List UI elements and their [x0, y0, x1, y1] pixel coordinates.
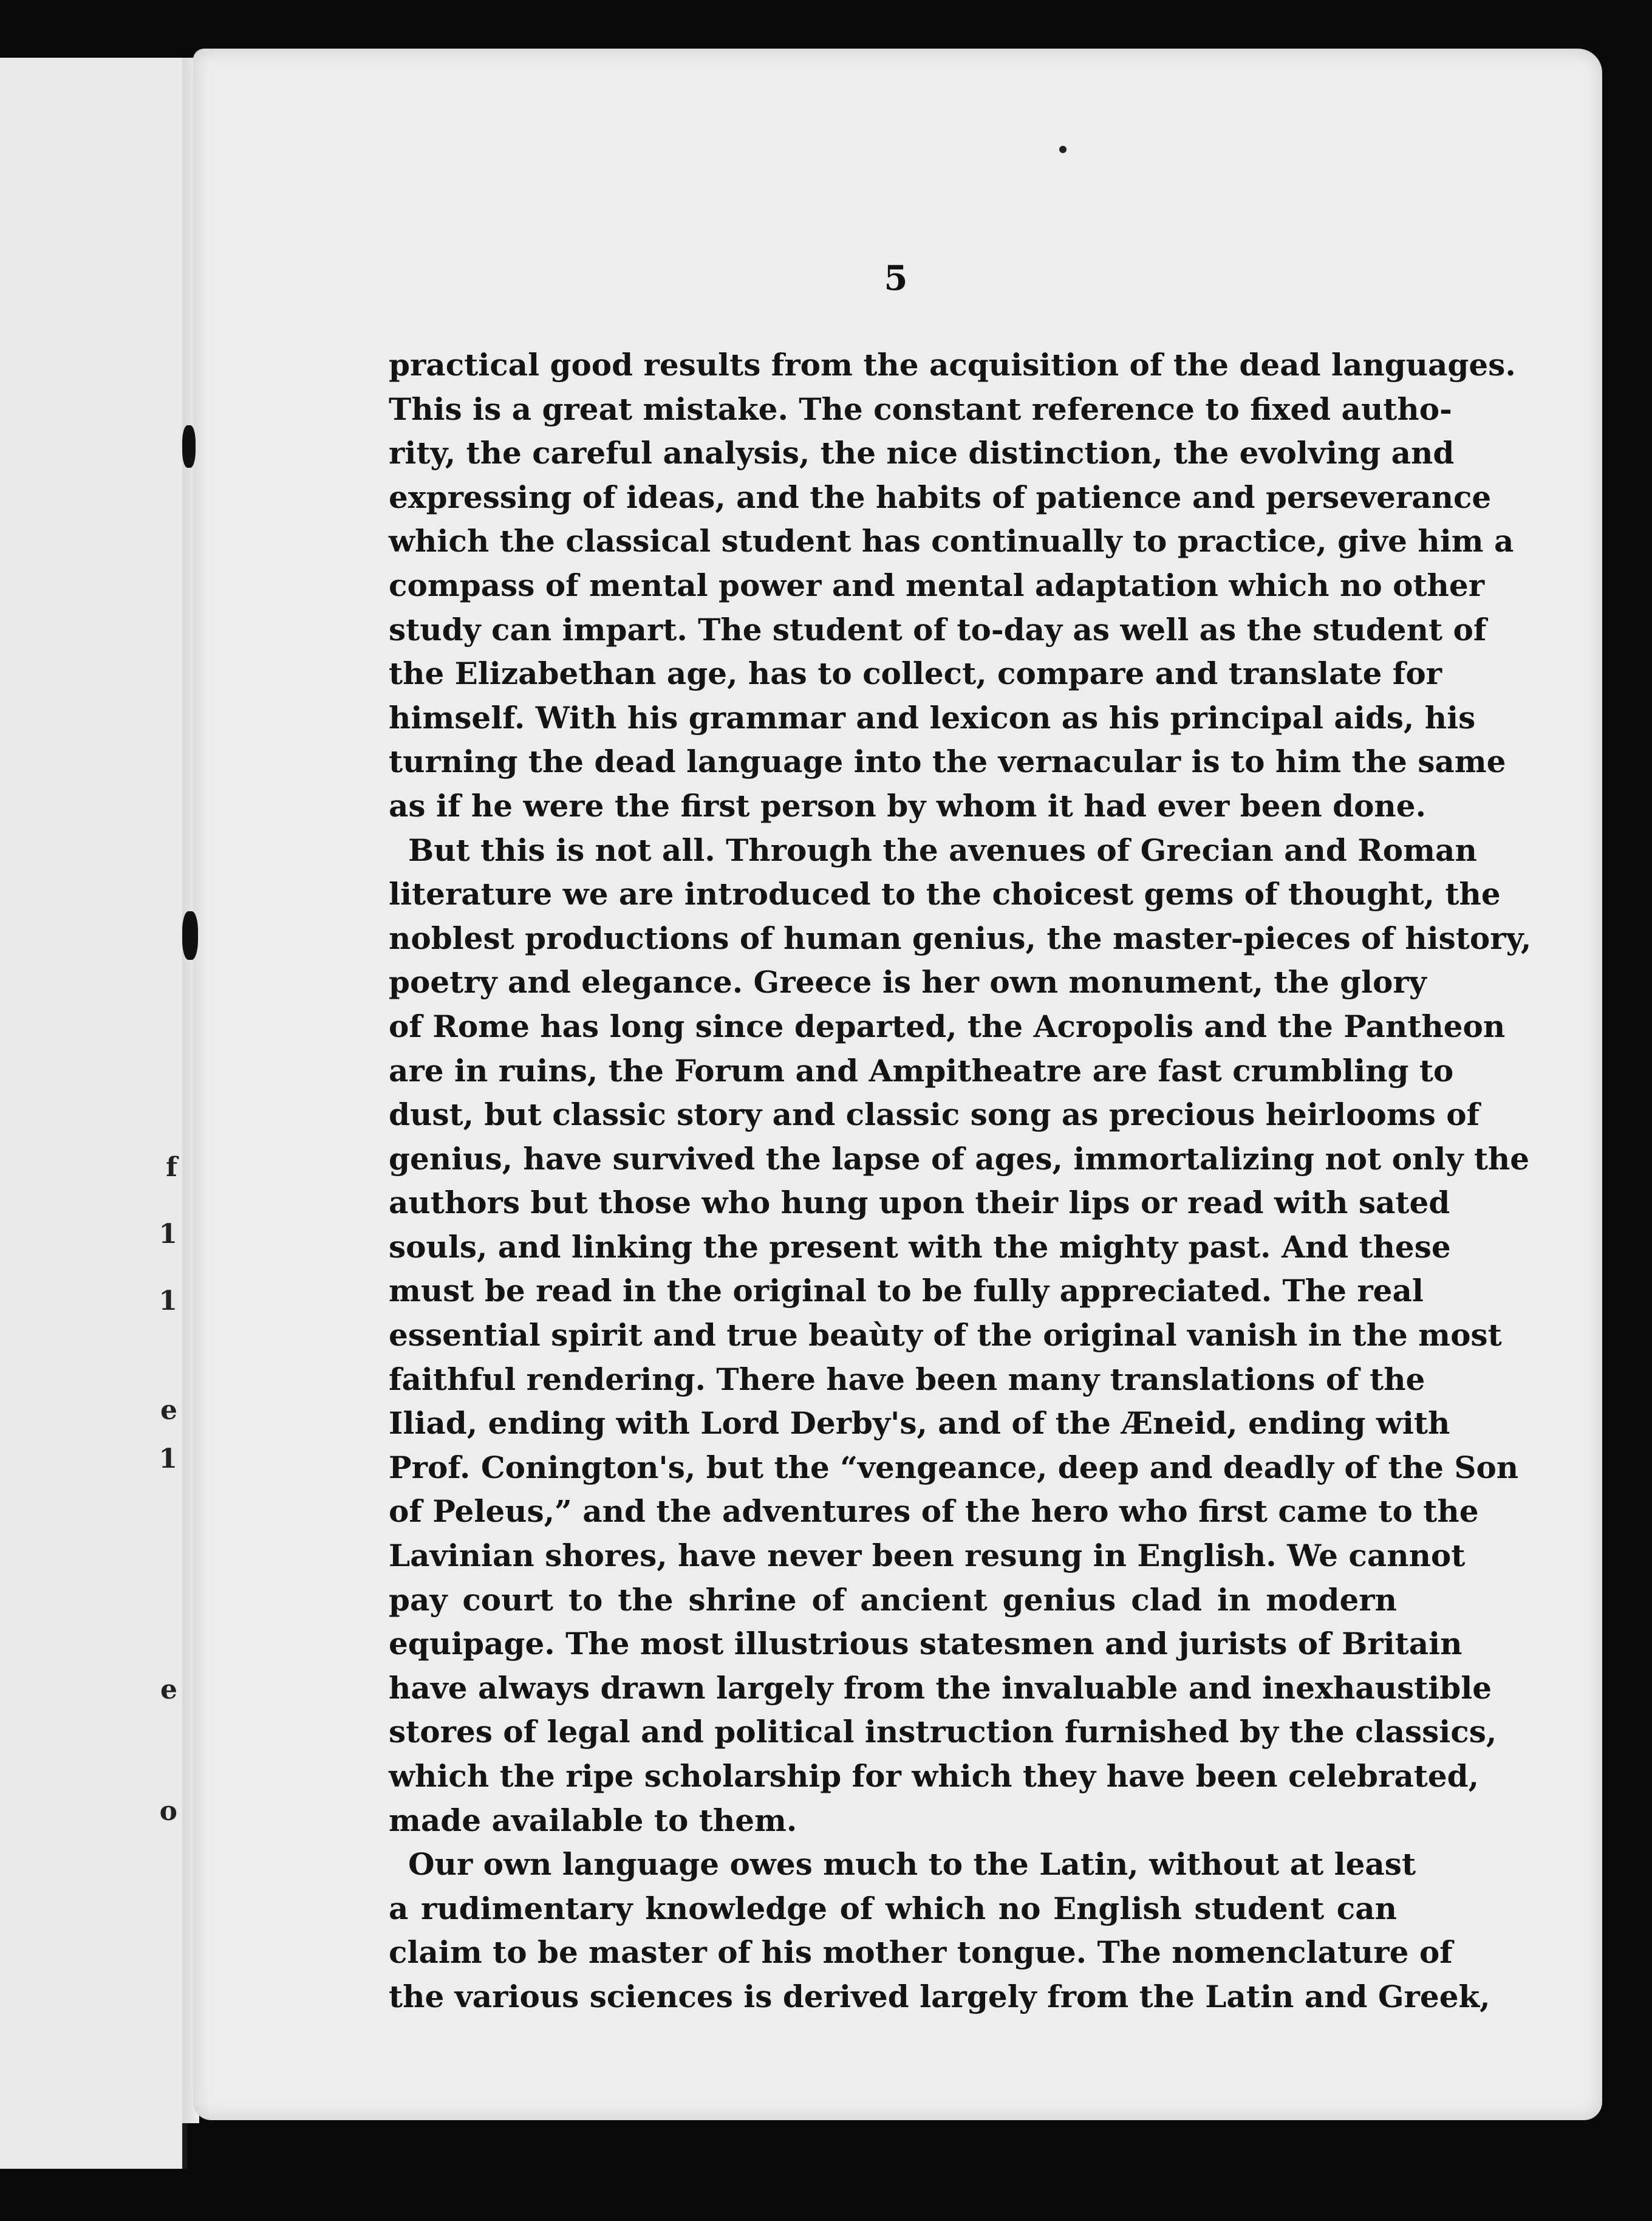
text-line: faithful rendering. There have been many translations of the [389, 1361, 1425, 1397]
text-line: made available to them. [389, 1802, 797, 1838]
text-line: the various sciences is derived largely from the Latin and Greek, [389, 1978, 1490, 2014]
text-line: of Peleus,” and the adventures of the hero who first came to the [389, 1493, 1479, 1530]
text-line: turning the dead language into the vernacular is to him the same [389, 744, 1506, 780]
text-line: as if he were the first person by whom it had ever been done. [389, 787, 1426, 824]
text-line: essential spirit and true beaùty of the original vanish in the most [389, 1317, 1502, 1353]
text-line: a rudimentary knowledge of which no English student can [389, 1890, 1397, 1926]
page-number: 5 [884, 258, 908, 298]
text-line: genius, have survived the lapse of ages, immortalizing not only the [389, 1140, 1530, 1177]
text-line: expressing of ideas, and the habits of patience and perseverance [389, 479, 1492, 515]
text-line: practical good results from the acquisition of the dead languages. [389, 347, 1516, 383]
text-line: stores of legal and political instruction furnished by the classics, [389, 1714, 1497, 1750]
facing-page-letter: o [159, 1796, 177, 1827]
facing-page-letter: e [160, 1395, 177, 1426]
margin-ink-mark [182, 911, 198, 960]
text-line: the Elizabethan age, has to collect, compare and translate for [389, 655, 1442, 692]
facing-page-letter: 1 [159, 1219, 177, 1250]
margin-ink-mark [182, 425, 196, 468]
text-line: compass of mental power and mental adaptation which no other [389, 567, 1485, 603]
text-line: which the ripe scholarship for which they have been celebrated, [389, 1758, 1479, 1794]
facing-page-letter: 1 [159, 1285, 177, 1316]
facing-page-edge [0, 58, 187, 2169]
ink-dot [1059, 146, 1067, 153]
text-line: of Rome has long since departed, the Acropolis and the Pantheon [389, 1008, 1506, 1044]
text-line: poetry and elegance. Greece is her own monument, the glory [389, 964, 1427, 1001]
text-line: Our own language owes much to the Latin, without at least [408, 1846, 1416, 1883]
facing-page-text-fragments [141, 58, 177, 2169]
text-line: equipage. The most illustrious statesmen and jurists of Britain [389, 1626, 1463, 1662]
text-line: which the classical student has continually to practice, give him a [389, 523, 1514, 560]
text-line: Iliad, ending with Lord Derby's, and of the Æneid, ending with [389, 1405, 1450, 1442]
text-line: This is a great mistake. The constant reference to fixed autho- [389, 391, 1452, 427]
text-line: rity, the careful analysis, the nice distinction, the evolving and [389, 435, 1455, 471]
facing-page-letter: f [166, 1152, 177, 1183]
facing-page-letter: e [160, 1674, 177, 1705]
body-text [389, 343, 1532, 2019]
text-line: have always drawn largely from the invaluable and inexhaustible [389, 1669, 1492, 1706]
text-line: Prof. Conington's, but the “vengeance, deep and deadly of the Son [389, 1449, 1519, 1485]
text-line: But this is not all. Through the avenues of Grecian and Roman [408, 832, 1477, 868]
text-line: claim to be master of his mother tongue. The nomenclature of [389, 1934, 1453, 1971]
text-line: himself. With his grammar and lexicon as his principal aids, his [389, 699, 1476, 736]
text-line: literature we are introduced to the choicest gems of thought, the [389, 876, 1501, 912]
text-line: dust, but classic story and classic song as precious heirlooms of [389, 1097, 1480, 1133]
text-line: authors but those who hung upon their lips or read with sated [389, 1185, 1450, 1221]
text-line: study can impart. The student of to-day as well as the student of [389, 611, 1487, 648]
text-line: must be read in the original to be fully appreciated. The real [389, 1273, 1424, 1309]
text-line: noblest productions of human genius, the master-pieces of history, [389, 920, 1532, 956]
text-line: are in ruins, the Forum and Ampitheatre are fast crumbling to [389, 1052, 1454, 1089]
facing-page-letter: 1 [159, 1443, 177, 1474]
text-line: Lavinian shores, have never been resung in English. We cannot [389, 1538, 1466, 1574]
text-line: pay court to the shrine of ancient genius clad in modern [389, 1581, 1397, 1618]
text-line: souls, and linking the present with the mighty past. And these [389, 1228, 1451, 1265]
